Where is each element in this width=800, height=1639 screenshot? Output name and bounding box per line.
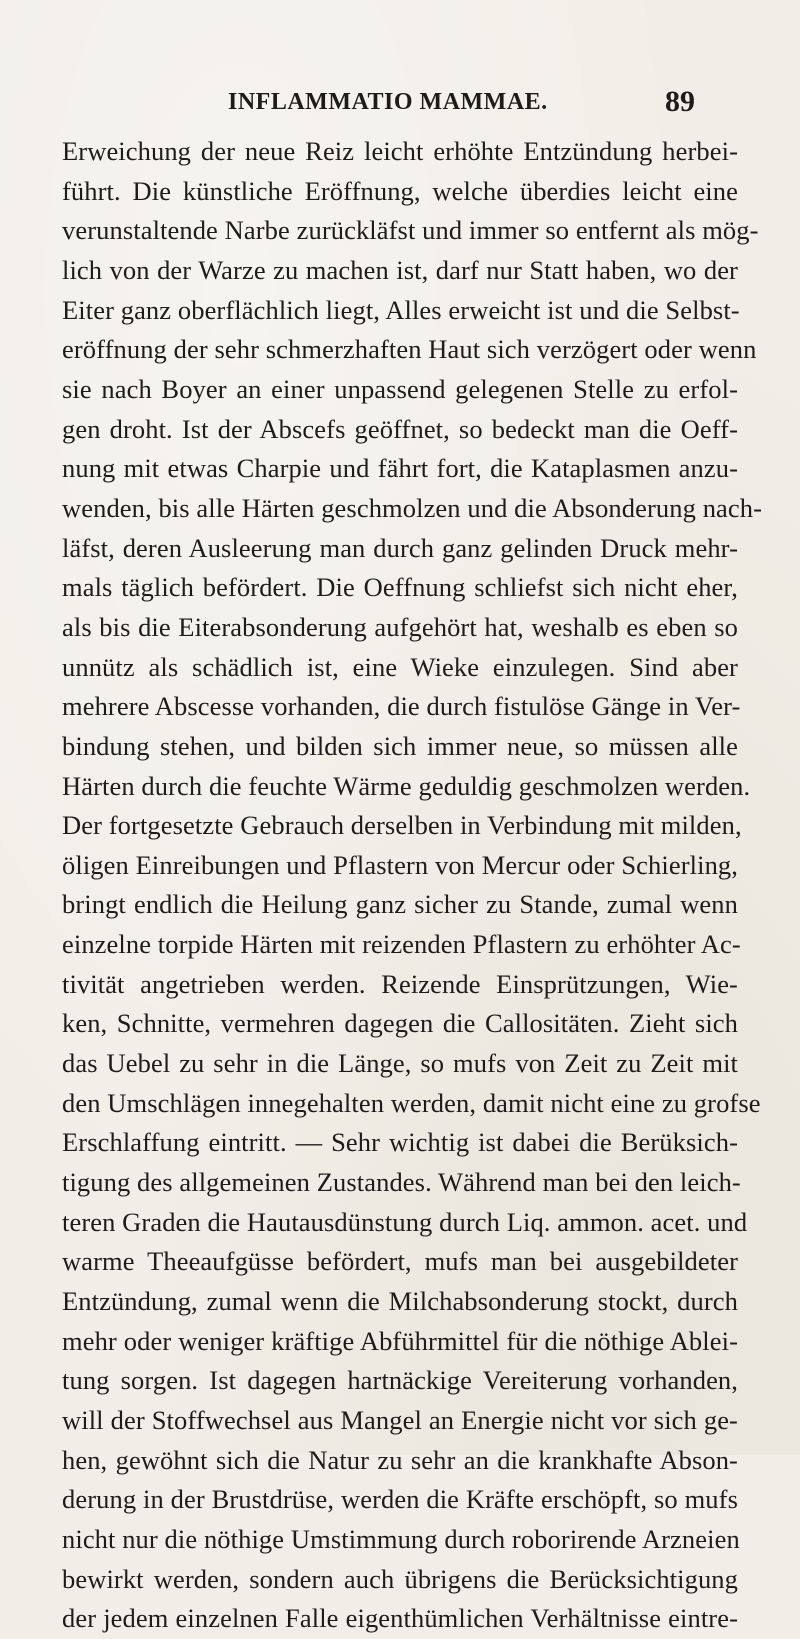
text-line: tung sorgen. Ist dagegen hartnäckige Vereiterung vorhanden, <box>62 1365 738 1396</box>
text-line: derung in der Brustdrüse, werden die Kräfte erschöpft, so mufs <box>62 1484 738 1515</box>
text-line: unnütz als schädlich ist, eine Wieke einzulegen. Sind aber <box>62 651 738 682</box>
body-text <box>62 132 763 1639</box>
text-line: nicht nur die nöthige Umstimmung durch roborirende Arzneien <box>62 1523 740 1554</box>
text-line: hen, gewöhnt sich die Natur zu sehr an die krankhafte Abson- <box>62 1444 738 1475</box>
text-line: mals täglich befördert. Die Oeffnung schliefst sich nicht eher, <box>62 572 738 603</box>
text-line: warme Theeaufgüsse befördert, mufs man bei ausgebildeter <box>62 1246 738 1277</box>
text-line: als bis die Eiterabsonderung aufgehört hat, weshalb es eben so <box>62 611 738 642</box>
text-line: nung mit etwas Charpie und fährt fort, die Kataplasmen anzu- <box>62 453 738 484</box>
text-line: mehrere Abscesse vorhanden, die durch fistulöse Gänge in Ver- <box>62 691 741 722</box>
page-number: 89 <box>665 85 695 118</box>
text-line: öligen Einreibungen und Pflastern von Mercur oder Schierling, <box>62 849 738 880</box>
text-line: tivität angetrieben werden. Reizende Einsprützungen, Wie- <box>62 968 738 999</box>
text-line: Der fortgesetzte Gebrauch derselben in Verbindung mit milden, <box>62 810 742 841</box>
text-line: Härten durch die feuchte Wärme geduldig geschmolzen werden. <box>62 770 751 801</box>
text-line: bewirkt werden, sondern auch übrigens die Berücksichtigung <box>62 1563 738 1594</box>
text-line: führt. Die künstliche Eröffnung, welche überdies leicht eine <box>62 175 738 206</box>
text-line: wenden, bis alle Härten geschmolzen und die Absonderung nach- <box>62 492 763 523</box>
running-title: INFLAMMATIO MAMMAE. <box>228 89 548 115</box>
text-line: sie nach Boyer an einer unpassend gelegenen Stelle zu erfol- <box>62 373 738 404</box>
text-line: ken, Schnitte, vermehren dagegen die Callositäten. Zieht sich <box>62 1008 738 1039</box>
text-line: gen droht. Ist der Abscefs geöffnet, so bedeckt man die Oeff- <box>62 413 738 444</box>
text-line: bindung stehen, und bilden sich immer neue, so müssen alle <box>62 730 738 761</box>
text-line: läfst, deren Ausleerung man durch ganz gelinden Druck mehr- <box>62 532 738 563</box>
text-line: Eiter ganz oberflächlich liegt, Alles erweicht ist und die Selbst- <box>62 294 740 325</box>
text-line: eröffnung der sehr schmerzhaften Haut sich verzögert oder wenn <box>62 334 757 365</box>
text-line: mehr oder weniger kräftige Abführmittel für die nöthige Ablei- <box>62 1325 738 1356</box>
text-line: Entzündung, zumal wenn die Milchabsonderung stockt, durch <box>62 1286 738 1317</box>
text-line: Erschlaffung eintritt. — Sehr wichtig ist dabei die Berüksich- <box>62 1127 738 1158</box>
text-line: Erweichung der neue Reiz leicht erhöhte Entzündung herbei- <box>62 136 738 166</box>
text-line: teren Graden die Hautausdünstung durch Liq. ammon. acet. und <box>62 1206 748 1237</box>
text-line: verunstaltende Narbe zurückläfst und immer so entfernt als mög- <box>62 215 759 246</box>
text-line: lich von der Warze zu machen ist, darf nur Statt haben, wo der <box>62 254 738 285</box>
text-line: will der Stoffwechsel aus Mangel an Energie nicht vor sich ge- <box>62 1405 738 1435</box>
text-line: bringt endlich die Heilung ganz sicher zu Stande, zumal wenn <box>62 889 738 920</box>
text-line: das Uebel zu sehr in die Länge, so mufs von Zeit zu Zeit mit <box>62 1048 738 1079</box>
running-head <box>0 82 800 122</box>
text-line: tigung des allgemeinen Zustandes. Während man bei den leich- <box>62 1167 741 1198</box>
text-line: der jedem einzelnen Falle eigenthümlichen Verhältnisse eintre- <box>62 1603 738 1634</box>
text-line: den Umschlägen innegehalten werden, damit nicht eine zu grofse <box>62 1087 761 1118</box>
text-line: einzelne torpide Härten mit reizenden Pflastern zu erhöhter Ac- <box>62 929 741 960</box>
